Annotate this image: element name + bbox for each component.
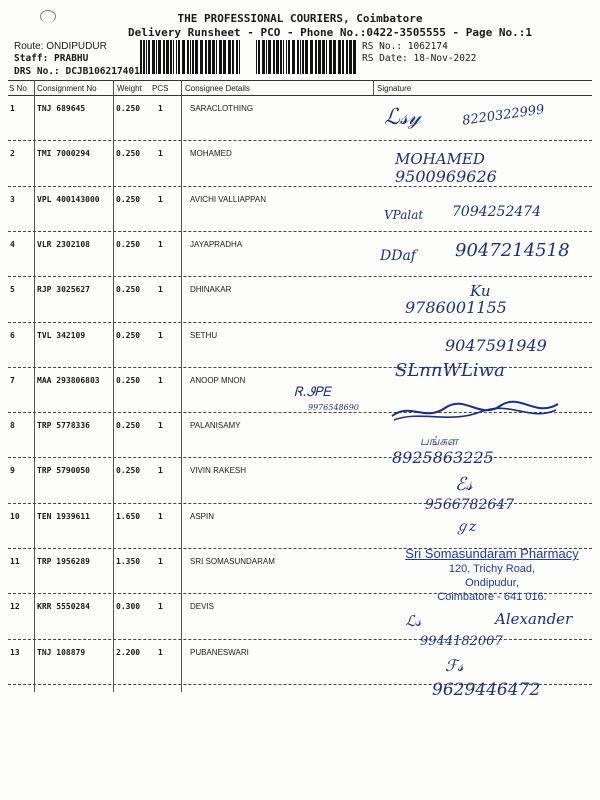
row-pcs: 1	[158, 647, 163, 657]
phone-4: 9047214518	[455, 240, 570, 261]
barcode-bar	[182, 40, 185, 74]
row-consignee: SARACLOTHING	[190, 104, 254, 113]
row-pcs: 1	[158, 285, 163, 295]
barcode-bar	[190, 40, 191, 74]
row-sno: 8	[10, 421, 15, 431]
barcode-right	[256, 40, 356, 74]
col-header-consignment: Consignment No	[37, 84, 97, 93]
barcode-bar	[305, 40, 308, 74]
row-weight: 0.250	[116, 421, 141, 431]
barcode-bar	[302, 40, 304, 74]
barcode-bar	[292, 40, 295, 74]
row-pcs: 1	[158, 421, 163, 431]
barcode-bar	[338, 40, 341, 74]
col-header-sno: S No	[9, 84, 27, 93]
col-header-pcs: PCS	[152, 84, 169, 93]
row-weight: 0.300	[116, 602, 141, 612]
signature-12: ℒ𝓈	[405, 612, 422, 630]
row-weight: 0.250	[116, 104, 141, 113]
barcode-left	[140, 40, 240, 74]
row-divider	[8, 276, 592, 277]
barcode-bar	[187, 40, 189, 74]
barcode-bar	[195, 40, 198, 74]
row-pcs: 1	[158, 239, 163, 249]
barcode-bar	[228, 40, 231, 74]
row-consignee: PALANISAMY	[190, 421, 241, 431]
row-consignee: MOHAMED	[190, 149, 232, 159]
phone-1: 8220322999	[461, 102, 546, 129]
row-consignment-no: VPL 400143000	[37, 194, 100, 204]
barcode-bar	[163, 40, 165, 74]
row-weight: 2.200	[116, 647, 141, 657]
document-subtitle: Delivery Runsheet - PCO - Phone No.:0422-3505555 - Page No.:1	[128, 26, 532, 39]
barcode-bar	[300, 40, 301, 74]
barcode-bar	[346, 40, 348, 74]
scribble-7	[390, 398, 560, 426]
row-sno: 9	[10, 466, 15, 476]
barcode-bar	[223, 40, 226, 74]
row-sno: 3	[10, 194, 15, 204]
barcode-bar	[232, 40, 234, 74]
row-sno: 2	[10, 149, 15, 159]
barcode-bar	[219, 40, 222, 74]
barcode-bar	[318, 40, 321, 74]
row-weight: 0.250	[116, 194, 141, 204]
row-pcs: 1	[158, 557, 163, 566]
barcode-bar	[256, 40, 257, 74]
row-divider	[8, 639, 592, 640]
barcode-bar	[322, 40, 325, 74]
barcode-bar	[192, 40, 194, 74]
stamp-line-2: Ondipudur,	[465, 577, 519, 589]
row-consignment-no: TEN 1939611	[37, 511, 90, 521]
row-consignee: SRI SOMASUNDARAM	[190, 557, 275, 566]
signature-9: ℰ𝓈	[455, 474, 473, 495]
phone-8: 8925863225	[392, 448, 494, 467]
phone-3: 7094252474	[452, 204, 542, 220]
row-sno: 12	[10, 602, 20, 612]
row-consignee: ASPIN	[190, 511, 215, 521]
barcode-bar	[173, 40, 174, 74]
signature-1: ℒ𝓈𝓎	[384, 105, 421, 130]
row-weight: 0.250	[116, 330, 141, 340]
signature-3: VPalat	[384, 208, 424, 222]
barcode-bar	[342, 40, 344, 74]
row-consignee: PUBANESWARI	[190, 647, 249, 657]
row-sno: 4	[10, 239, 15, 249]
row-sno: 1	[10, 104, 15, 113]
col-header-consignee: Consignee Details	[185, 84, 250, 93]
barcode-bar	[262, 40, 265, 74]
barcode-bar	[268, 40, 271, 74]
barcode-bar	[315, 40, 317, 74]
barcode-bar	[146, 40, 147, 74]
phone-13: 9629446472	[432, 680, 541, 700]
row-weight: 1.350	[116, 557, 141, 566]
col-header-signature: Signature	[377, 84, 412, 93]
document-title: THE PROFESSIONAL COURIERS, Coimbatore	[177, 12, 423, 25]
signature-4: DDaf	[380, 248, 416, 264]
barcode-bar	[239, 40, 240, 74]
row-pcs: 1	[158, 602, 163, 612]
barcode-bar	[212, 40, 215, 74]
rs-date: RS Date: 18-Nov-2022	[362, 53, 477, 64]
barcode-bar	[333, 40, 336, 74]
table-top-rule	[8, 80, 592, 81]
row-consignee: DHINAKAR	[190, 285, 232, 295]
barcode-bar	[258, 40, 260, 74]
row-consignee: DEVIS	[190, 602, 215, 612]
row-pcs: 1	[158, 104, 163, 113]
barcode-bar	[140, 40, 142, 74]
route-label: Route: ONDIPUDUR	[14, 41, 107, 52]
stamp-name: Sri Somasundaram Pharmacy	[405, 546, 579, 561]
row-weight: 0.250	[116, 149, 141, 159]
signature-5: Ku	[470, 282, 491, 300]
row-weight: 0.250	[116, 375, 141, 385]
row-consignment-no: KRR 5550284	[37, 602, 90, 612]
signature-8: பங்கள	[420, 434, 458, 448]
rs-number: RS No.: 1062174	[362, 41, 448, 52]
barcode-bar	[143, 40, 145, 74]
stamp-line-3: Coimbatore - 641 016.	[437, 591, 547, 603]
signature-12-name: Alexander	[495, 610, 573, 628]
signature-7: Ꮢ.ᏭᏢᎬ	[294, 385, 331, 400]
row-divider	[8, 457, 592, 458]
row-pcs: 1	[158, 511, 163, 521]
barcode-bar	[158, 40, 161, 74]
col-divider-4	[373, 80, 374, 95]
col-divider-3	[181, 80, 182, 692]
row-consignee: VIVIN RAKESH	[190, 466, 247, 476]
stamp-line-1: 120, Trichy Road,	[448, 563, 536, 575]
row-consignee: ANOOP MNON	[190, 375, 246, 385]
row-consignment-no: TNJ 689645	[37, 104, 86, 113]
signature-13: ℱ𝓈	[445, 656, 464, 675]
col-header-weight: Weight	[117, 84, 142, 93]
row-sno: 13	[10, 647, 20, 657]
col-divider-1	[34, 80, 35, 692]
row-consignment-no: MAA 293806803	[37, 375, 100, 385]
phone-7: 9976548690	[308, 403, 359, 412]
row-consignment-no: TRP 1956289	[37, 557, 90, 566]
phone-9: 9566782647	[425, 497, 515, 513]
row-weight: 0.250	[116, 239, 141, 249]
barcode-bar	[170, 40, 172, 74]
drs-number: DRS No.: DCJB106217401	[14, 66, 140, 77]
barcode-bar	[156, 40, 157, 74]
row-pcs: 1	[158, 330, 163, 340]
row-consignment-no: TNJ 108879	[37, 647, 86, 657]
row-sno: 6	[10, 330, 15, 340]
row-consignment-no: RJP 3025627	[37, 285, 90, 295]
barcode-bar	[200, 40, 203, 74]
phone-6: 9047591949	[445, 336, 547, 355]
row-divider	[8, 322, 592, 323]
header-bottom-rule	[8, 95, 592, 96]
phone-2: 9500969626	[395, 167, 497, 186]
barcode-bar	[310, 40, 313, 74]
row-consignee: JAYAPRADHA	[190, 239, 243, 249]
row-pcs: 1	[158, 194, 163, 204]
row-pcs: 1	[158, 466, 163, 476]
row-sno: 5	[10, 285, 15, 295]
barcode-bar	[266, 40, 267, 74]
row-consignment-no: VLR 2302108	[37, 239, 90, 249]
signature-2: MOHAMED	[395, 150, 485, 168]
barcode-bar	[276, 40, 279, 74]
row-consignment-no: TMI 7000294	[37, 149, 90, 159]
signature-10: ℊz	[455, 519, 477, 535]
row-divider	[8, 140, 592, 141]
barcode-bar	[326, 40, 327, 74]
row-sno: 7	[10, 375, 15, 385]
row-consignment-no: TRP 5790050	[37, 466, 90, 476]
staff-label: Staff: PRABHU	[14, 53, 89, 64]
barcode-bar	[283, 40, 284, 74]
row-consignee: SETHU	[190, 330, 218, 340]
barcode-bar	[280, 40, 282, 74]
barcode-bar	[297, 40, 299, 74]
barcode-bar	[216, 40, 217, 74]
barcode-bar	[166, 40, 169, 74]
phone-12: 9944182007	[420, 634, 503, 649]
barcode-bar	[349, 40, 352, 74]
row-consignee: AVICHI VALLIAPPAN	[190, 194, 267, 204]
barcode-bar	[353, 40, 356, 74]
col-divider-2	[113, 80, 114, 692]
row-divider	[8, 231, 592, 232]
row-divider	[8, 186, 592, 187]
barcode-bar	[288, 40, 290, 74]
signature-6: SLnnWLiwa	[395, 360, 505, 381]
row-weight: 0.250	[116, 285, 141, 295]
barcode-bar	[286, 40, 287, 74]
pharmacy-stamp	[392, 546, 592, 603]
barcode-bar	[329, 40, 332, 74]
barcode-bar	[176, 40, 177, 74]
barcode-bar	[205, 40, 207, 74]
barcode-bar	[148, 40, 150, 74]
phone-5: 9786001155	[405, 298, 507, 317]
row-sno: 11	[10, 557, 20, 566]
row-sno: 10	[10, 511, 20, 521]
barcode-bar	[273, 40, 275, 74]
row-weight: 1.650	[116, 511, 141, 521]
row-weight: 0.250	[116, 466, 141, 476]
barcode-bar	[236, 40, 238, 74]
row-consignment-no: TVL 342109	[37, 330, 86, 340]
barcode-bar	[178, 40, 180, 74]
row-consignment-no: TRP 5778336	[37, 421, 90, 431]
row-pcs: 1	[158, 375, 163, 385]
row-pcs: 1	[158, 149, 163, 159]
barcode-bar	[152, 40, 155, 74]
barcode-bar	[208, 40, 211, 74]
